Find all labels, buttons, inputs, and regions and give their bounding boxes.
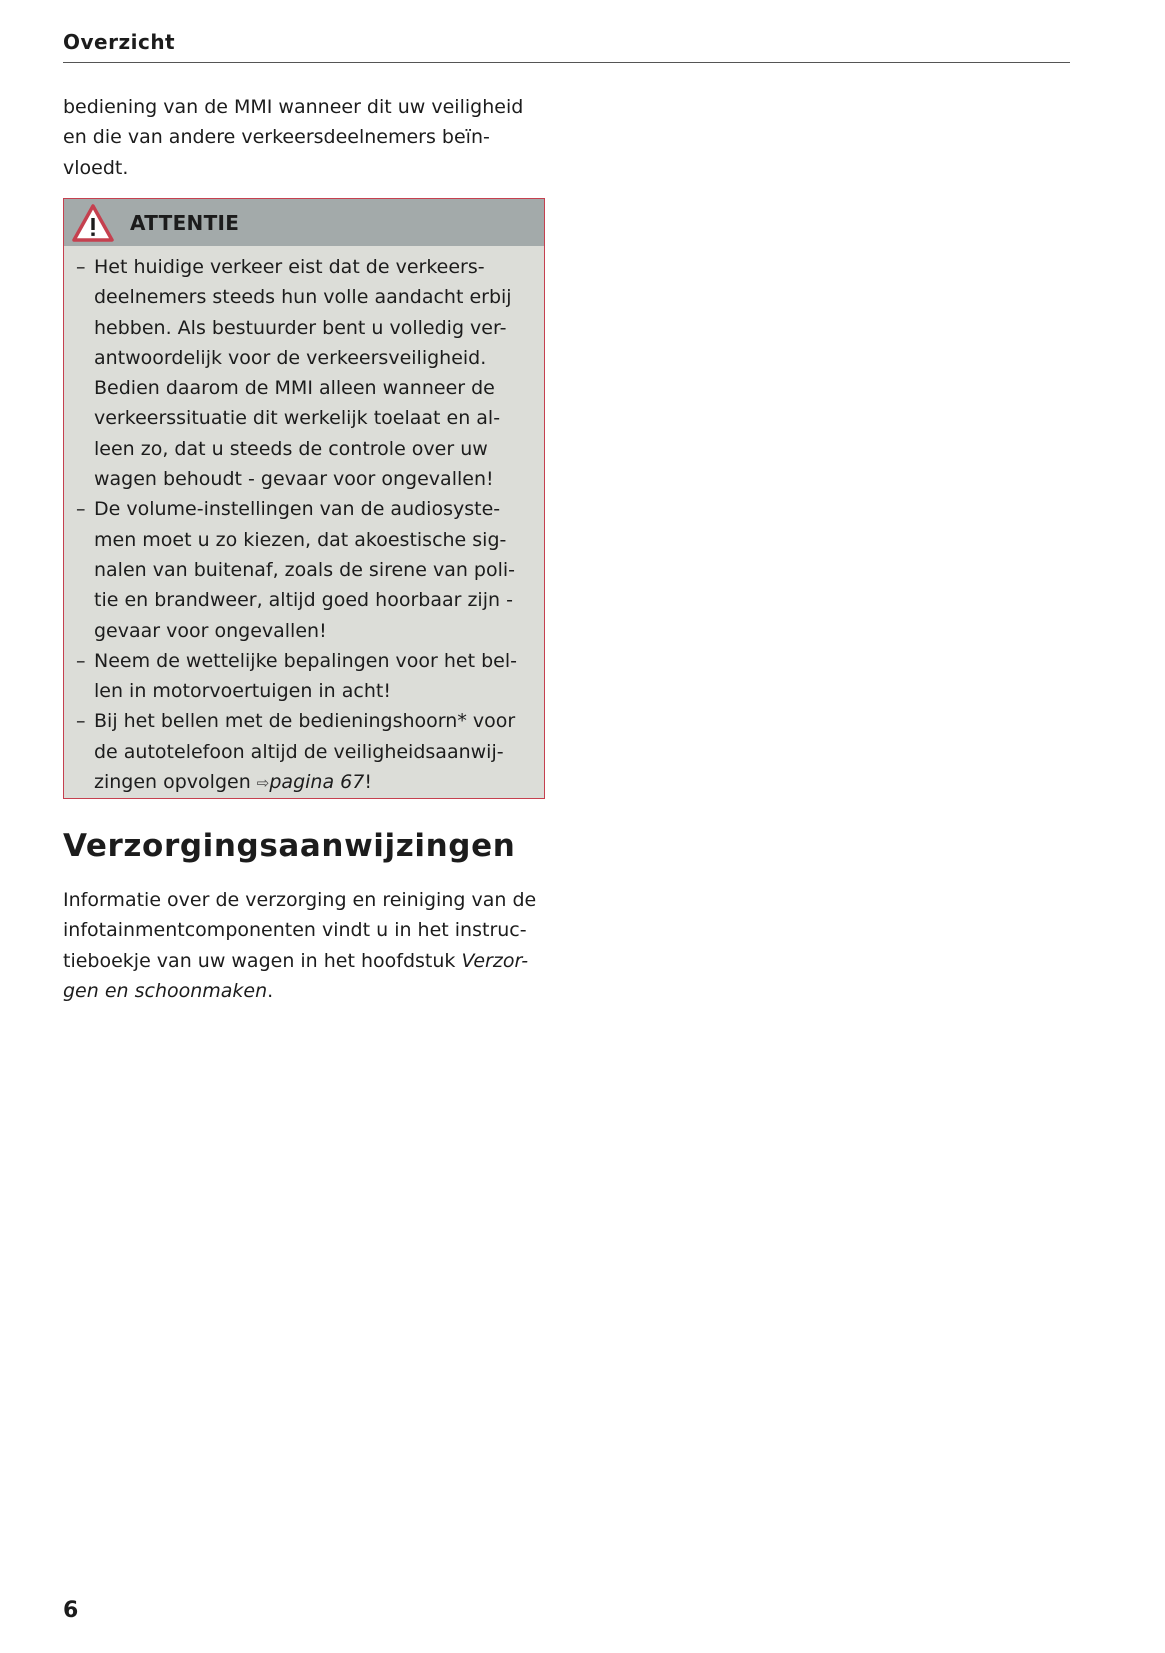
list-item: – Het huidige verkeer eist dat de verkeers- deelnemers steeds hun volle aandacht erbij hebben. Als bestuurder bent u volledig ver- antwoordelijk voor de verkeersveiligheid. Bedien daarom de MMI alleen wanneer de verkeerssituatie dit werkelijk toelaat en al- leen zo, dat u steeds de controle over uw wagen behoudt - gevaar voor ongevallen! <box>76 252 544 494</box>
page-reference-link[interactable]: pagina 67 <box>269 771 365 794</box>
header-divider <box>63 62 1070 63</box>
text-line: tie en brandweer, altijd goed hoorbaar zijn - <box>94 589 513 612</box>
chapter-reference: Verzor- <box>461 949 529 972</box>
warning-header <box>64 199 544 246</box>
text-line: leen zo, dat u steeds de controle over uw <box>94 437 488 460</box>
warning-triangle-icon <box>72 204 114 242</box>
text-line: bediening van de MMI wanneer dit uw veiligheid <box>63 96 524 118</box>
text-line: deelnemers steeds hun volle aandacht erbij <box>94 286 512 309</box>
text-line: Bedien daarom de MMI alleen wanneer de <box>94 377 495 400</box>
warning-box <box>63 198 545 799</box>
section-heading: Verzorgingsaanwijzingen <box>63 828 516 864</box>
warning-title: ATTENTIE <box>130 210 240 235</box>
text: . <box>267 979 274 1002</box>
list-item: – Bij het bellen met de bedieningshoorn* voor de autotelefoon altijd de veiligheidsaanwij- zingen opvolgen ⇨pagina 67! <box>76 706 544 798</box>
text-line: gevaar voor ongevallen! <box>94 619 327 642</box>
text-line: len in motorvoertuigen in acht! <box>94 680 391 703</box>
text-line: de autotelefoon altijd de veiligheidsaanwij- <box>94 740 504 763</box>
arrow-right-icon: ⇨ <box>256 774 270 793</box>
text-line: Het huidige verkeer eist dat de verkeers- <box>94 256 485 278</box>
list-item: – De volume-instellingen van de audiosyste- men moet u zo kiezen, dat akoestische sig- nalen van buitenaf, zoals de sirene van poli- tie en brandweer, altijd goed hoorbaar zijn - gevaar voor ongevallen! <box>76 494 544 645</box>
running-header: Overzicht <box>63 30 176 54</box>
text-line: men moet u zo kiezen, dat akoestische sig- <box>94 528 507 551</box>
text-line: De volume-instellingen van de audiosyste- <box>94 498 501 521</box>
text-line: wagen behoudt - gevaar voor ongevallen! <box>94 468 494 491</box>
text-line: en die van andere verkeersdeelnemers beïn- <box>63 126 490 149</box>
text-line: nalen van buitenaf, zoals de sirene van poli- <box>94 558 516 581</box>
text-line <box>94 767 544 798</box>
text-line: Informatie over de verzorging en reiniging van de <box>63 889 537 911</box>
text-line: Neem de wettelijke bepalingen voor het bel- <box>94 649 517 672</box>
text-line <box>63 946 536 976</box>
page-number: 6 <box>63 1598 79 1623</box>
text-line: infotainmentcomponenten vindt u in het instruc- <box>63 919 527 942</box>
text-line <box>63 976 536 1006</box>
text-line: hebben. Als bestuurder bent u volledig ver- <box>94 316 507 339</box>
section-paragraph <box>63 885 536 1006</box>
text-line: Bij het bellen met de bedieningshoorn* voor <box>94 710 516 733</box>
text: ! <box>364 771 372 794</box>
warning-list <box>64 246 544 798</box>
text-line: antwoordelijk voor de verkeersveiligheid. <box>94 346 487 369</box>
chapter-reference: gen en schoonmaken <box>63 979 268 1002</box>
list-item: – Neem de wettelijke bepalingen voor het bel- len in motorvoertuigen in acht! <box>76 646 544 707</box>
text: zingen opvolgen <box>94 771 257 794</box>
text: tieboekje van uw wagen in het hoofdstuk <box>63 949 462 972</box>
text-line: vloedt. <box>63 156 129 179</box>
intro-paragraph <box>63 92 523 183</box>
text-line: verkeerssituatie dit werkelijk toelaat en al- <box>94 407 501 430</box>
